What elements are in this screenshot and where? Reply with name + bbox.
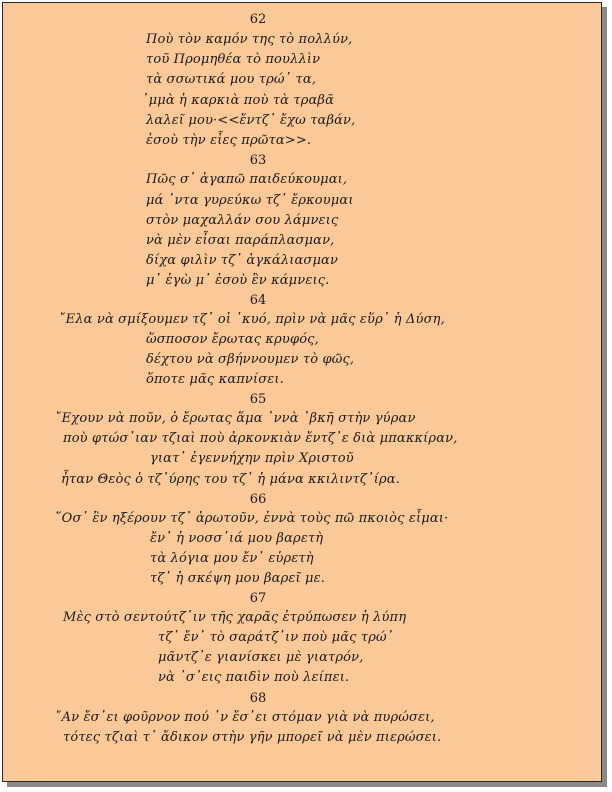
verse-line: τὰ λόγια μου ἔν᾽ εὑρετὴ (150, 551, 314, 566)
stanza-number: 62 (249, 12, 267, 27)
verse-line: ῎Εχουν νὰ ποῦν, ὁ ἔρωτας ἅμα ᾽ννὰ ᾽βκῆ στὴν γύραν (55, 411, 416, 426)
stanza-number: 63 (249, 153, 267, 168)
verse-line: ἦταν Θεὸς ὁ τζ᾽ύρης του τζ᾽ ἡ μάνα κκιλιντζ᾽ίρα. (61, 472, 400, 487)
verse-line: ᾽μμὰ ἡ καρκιὰ ποὺ τὰ τραβᾶ (142, 93, 335, 108)
stanza-number: 64 (249, 293, 267, 308)
verse-line: ῎Ελα νὰ σμίξουμεν τζ᾽ οἱ ᾽κυό, πρὶν νὰ μᾶς εὕρ᾽ ἡ Δύση, (59, 312, 445, 327)
verse-line: ἔν᾽ ἡ νοσσ᾽ιά μου βαρετὴ (150, 531, 324, 546)
stanza-number: 66 (249, 492, 267, 507)
stanza-number: 67 (249, 591, 267, 606)
verse-line: τότες τζιαὶ τ᾽ ἄδικον στὴν γῆν μπορεῖ νὰ μὲν πιερώσει. (63, 730, 442, 745)
verse-line: τοῦ Προμηθέα τὸ πουλλὶν (146, 52, 321, 67)
verse-line: τὰ σσωτικά μου τρώ᾽ τα, (146, 72, 317, 87)
stanza-number: 68 (249, 691, 267, 706)
verse-line: ἐσοὺ τὴν εἶες πρῶτα>>. (146, 133, 312, 148)
verse-line: λαλεῖ μου·<<ἔντζ᾽ ἔχω ταβάν, (146, 113, 356, 128)
verse-line: νὰ ᾽σ᾽εις παιδὶν ποὺ λείπει. (158, 670, 350, 685)
poem-page (2, 2, 602, 782)
verse-line: μ᾽ ἐγὼ μ᾽ ἐσοὺ ἒν κάμνεις. (146, 273, 330, 288)
verse-line: μά ᾽ντα γυρεύκω τζ᾽ ἔρκουμαι (146, 193, 354, 208)
verse-line: Ποὺ τὸν καμόν της τὸ πολλύν, (146, 32, 353, 47)
verse-line: μᾶντζ᾽ε γιανίσκει μὲ γιατρόν, (158, 650, 364, 665)
verse-line: ὥσποσον ἔρωτας κρυφός, (146, 332, 319, 347)
verse-line: Πῶς σ᾽ ἀγαπῶ παιδεύκουμαι, (146, 172, 348, 187)
verse-line: Μὲς στὸ σεντούτζ᾽ιν τῆς χαρᾶς ἐτρύπωσεν ἡ λύπη (63, 610, 407, 625)
verse-line: νὰ μὲν εἶσαι παράπλασμαν, (146, 233, 335, 248)
verse-line: στὸν μαχαλλάν σου λάμνεις (146, 213, 339, 228)
verse-line: ῎Αν ἔσ᾽ει φοῦρνον πού ᾽ν ἔσ᾽ει στόμαν γιὰ νὰ πυρώσει, (55, 710, 435, 725)
verse-line: δέχτου νὰ σβήννουμεν τὸ φῶς, (146, 352, 355, 367)
stanza-number: 65 (249, 392, 267, 407)
verse-line: δίχα φιλὶν τζ᾽ ἀγκάλιασμαν (146, 253, 339, 268)
verse-line: τζ᾽ ἡ σκέψη μου βαρεῖ με. (150, 571, 326, 586)
verse-line: ὅποτε μᾶς καπνίσει. (146, 372, 284, 387)
verse-line: γιατ᾽ ἐγεννήχην πρὶν Χριστοῦ (150, 451, 354, 466)
verse-line: ποὺ φτώσ᾽ιαν τζιαὶ ποὺ ἀρκονκιὰν ἔντζ᾽ε διὰ μπακκίραν, (63, 431, 458, 446)
verse-line: ῞Οσ᾽ ἒν ηξέρουν τζ᾽ ἀρωτοῦν, ἐννὰ τοὺς πῶ πκοιὸς εἶμαι· (55, 511, 449, 526)
verse-line: τζ᾽ ἔν᾽ τὸ σαράτζ᾽ιν ποὺ μᾶς τρώ᾽ (158, 630, 394, 645)
